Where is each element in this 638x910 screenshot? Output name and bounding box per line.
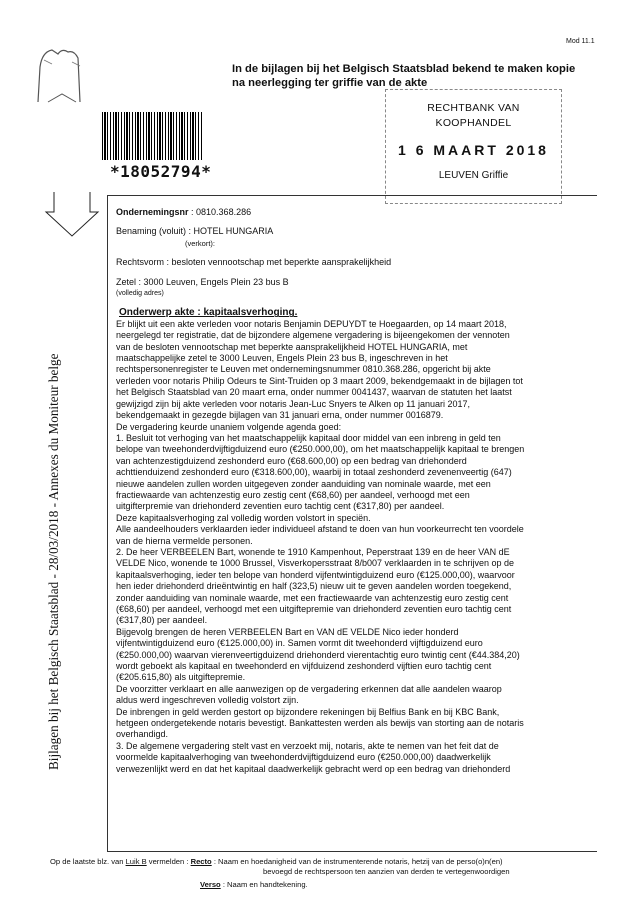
frame-divider xyxy=(107,195,597,196)
deed-text-line: (€317,80) per aandeel. xyxy=(116,615,208,626)
deed-text-line: van achtenzestigduizend zeshonderd euro (€68.600,00) op een bedrag van driehonderd xyxy=(116,455,467,466)
deed-text-line: hetgeen ondergetekende notaris bevestigt. Bankattesten werden als bewijs van storting aan de notaris xyxy=(116,718,524,729)
deed-text-line: bekendgemaakt in gezegde bijlagen van 31 januari erna, onder nummer 0016879. xyxy=(116,410,444,421)
deed-text-line: uitgifterpremie van driehonderd zeventien euro tachtig cent (€317,80) per aandeel. xyxy=(116,501,445,512)
footer-recto-text-2: bevoegd de rechtspersoon ten aanzien van derden te vertegenwoordigen xyxy=(263,867,510,876)
deed-text-line: kapitaalsverhoging, ieder ten belope van honderd vijfentwintigduizend euro (€125.000,00), waarvoor xyxy=(116,569,515,580)
footer-lead-end: vermelden : xyxy=(146,857,189,866)
deed-text-line: De vergadering keurde unaniem volgende agenda goed: xyxy=(116,421,342,432)
deed-text-line: gewijzigd zijn bij akte verleden voor notaris Jean-Luc Snyers te Alken op 11 januari 2017, xyxy=(116,398,471,409)
company-number-label: Ondernemingsnr xyxy=(116,207,189,217)
company-name-label: Benaming xyxy=(116,226,157,237)
deed-text-line: VELDE Nico, wonende te 1000 Brussel, Visverkopersstraat 8/b007 verklaarden in te schrijven op de xyxy=(116,558,515,569)
deed-text-line: Deze kapitaalsverhoging zal volledig worden volstort in speciën. xyxy=(116,512,371,523)
deed-text-line: vijfentwintigduizend euro (€125.000,00) in. Samen vormt dit tweehonderd vijftigduizend euro xyxy=(116,638,483,649)
deed-text-line: (€68,60) per aandeel, verhoogd met een uitgiftepremie van driehonderd zeventien euro tachtig cent xyxy=(116,604,512,614)
footer-lead-link: Luik B xyxy=(125,857,147,866)
court-stamp xyxy=(385,89,562,204)
seat-note: (volledig adres) xyxy=(116,290,164,298)
deed-text-line: fractiewaarde van achtenzestig euro zestig cent (€68,60) per aandeel, verhoogd met een xyxy=(116,489,470,500)
deed-text-line: van de besloten vennootschap met beperkte aansprakelijkheid HOTEL HUNGARIA, met xyxy=(116,341,468,352)
page-title xyxy=(232,62,612,90)
deed-text-line: nieuwe aandelen zullen worden uitgegeven zonder aanduiding van nominale waarde, met een xyxy=(116,478,491,489)
stamp-city: LEUVEN Griffie xyxy=(438,170,509,181)
deed-text-line: (€205.615,80) als uitgiftepremie. xyxy=(116,672,246,683)
deed-text-line: aldus werd ingeschreven volledig volstort zijn. xyxy=(116,695,299,706)
company-name-short: (verkort): xyxy=(185,238,215,248)
deed-text-line: De inbrengen in geld werden gestort op bijzondere rekeningen bij Belfius Bank en bij KBC Bank, xyxy=(116,706,500,717)
footer-verso-row xyxy=(200,880,630,890)
stamp-court-line-1: RECHTBANK VAN xyxy=(427,102,520,114)
company-name xyxy=(116,226,594,237)
deed-text-line: 2. De heer VERBEELEN Bart, wonende te 1910 Kampenhout, Peperstraat 139 en de heer VAN dE xyxy=(116,546,510,557)
down-arrow-icon xyxy=(44,190,104,240)
deed-text-line: maatschappelijke zetel te 3000 Leuven, Engels Plein 23 bus B, ingeschreven in het xyxy=(116,353,448,364)
barcode xyxy=(102,112,202,160)
stamp-court-line-2: KOOPHANDEL xyxy=(435,117,512,129)
deed-text-line: overhandigd. xyxy=(116,729,169,740)
form-code: Mod 11.1 xyxy=(566,38,595,45)
deed-text-line: Er blijkt uit een akte verleden voor notaris Benjamin DEPUYDT te Hoegaarden, op 14 maart 2018, xyxy=(116,318,507,329)
footer-verso-label: Verso xyxy=(200,880,221,889)
frame-divider xyxy=(107,195,108,852)
deed-text-line: zonder aanduiding van nominale waarde, met een fractiewaarde van achtenzestig euro zestig cent xyxy=(116,592,509,603)
belgian-lion-logo-icon xyxy=(28,42,98,112)
footer-recto-text: : Naam en hoedanigheid van de instrumenterende notaris, hetzij van de perso(o)n(en) xyxy=(213,857,503,866)
deed-text-line: van de hierna vermelde personen. xyxy=(116,535,253,546)
stamp-date: 1 6 MAART 2018 xyxy=(398,142,549,158)
company-name-full: (voluit) : HOTEL HUNGARIA xyxy=(159,226,274,237)
footer-verso-text: : Naam en handtekening. xyxy=(222,880,308,889)
document-body xyxy=(116,207,594,775)
deed-text-line: voormelde kapitaalverhoging van tweehonderdvijftigduizend euro (€250.000,00) daadwerkelijk xyxy=(116,752,491,763)
deed-text-line: achttienduizend zeshonderd euro (€318.600,00), waarbij in totaal zeshonderd zevenenveertig (647) xyxy=(116,467,512,478)
title-line-1: In de bijlagen bij het Belgisch Staatsblad bekend te maken kopie xyxy=(232,63,576,75)
footer-recto-label: Recto xyxy=(190,857,212,866)
deed-text xyxy=(116,319,594,775)
deed-text-line: belope van tweehonderdvijftigduizend euro (€250.000,00), om het maatschappelijk kapitaal te brengen xyxy=(116,444,525,455)
frame-divider xyxy=(107,851,597,852)
deed-text-line: rechtspersonenregister te Leuven met ondernemingsnummer 0810.368.286, opgericht bij akte xyxy=(116,364,491,375)
deed-text-line: De voorzitter verklaart en alle aanwezigen op de vergadering erkennen dat alle aandelen waarop xyxy=(116,683,502,694)
deed-text-line: Alle aandeelhouders verklaarden ieder individueel afstand te doen van hun voorkeurrecht ten voordele xyxy=(116,524,524,535)
company-number xyxy=(116,207,594,218)
deed-text-line: 1. Besluit tot verhoging van het maatschappelijk kapitaal door middel van een inbreng in geld ten xyxy=(116,432,501,443)
deed-text-line: (€250.000,00) waarvan vierenveertigduizend driehonderd vierentachtig euro twintig cent (€44.384,20) xyxy=(116,649,520,660)
registered-seat: Zetel : 3000 Leuven, Engels Plein 23 bus B xyxy=(116,276,289,287)
deed-text-line: wordt geboekt als kapitaal en tweehonderd en vijfduizend zeshonderd vijftien euro tachtig cent xyxy=(116,661,492,672)
footer xyxy=(50,857,630,890)
deed-text-line: Bijgevolg brengen de heren VERBEELEN Bart en VAN dE VELDE Nico ieder honderd xyxy=(116,626,459,637)
title-line-2: na neerlegging ter griffie van de akte xyxy=(232,77,428,89)
deed-subject: Onderwerp akte : kapitaalsverhoging. xyxy=(119,307,298,319)
deed-text-line: neergelegd ter registratie, dat de bijzondere algemene vergadering is bijeengekomen der vennoten xyxy=(116,330,510,341)
legal-form: Rechtsvorm : besloten vennootschap met beperkte aansprakelijkheid xyxy=(116,257,392,268)
deed-text-line: verwezenlijkt werd en dat het kapitaal daadwerkelijk gebracht werd op een bedrag van driehonderd xyxy=(116,763,511,774)
deed-text-line: verleden voor notaris Philip Odeurs te Sint-Truiden op 3 maart 2009, bekendgemaakt in de bijlagen tot xyxy=(116,375,523,386)
deed-text-line: het Belgisch Staatsblad van 20 maart erna, onder nummer 0041437, waarvan de statuten het laatst xyxy=(116,387,512,398)
barcode-number: *18052794* xyxy=(110,162,212,181)
deed-text-line: hen ieder driehonderd drieëntwintig en half (323,5) nieuw uit te geven aandelen worden toegekend, xyxy=(116,581,512,592)
side-margin-text: Bijlagen bij het Belgisch Staatsblad - 28/03/2018 - Annexes du Moniteur belge xyxy=(46,353,61,770)
company-number-value: : 0810.368.286 xyxy=(191,207,252,217)
footer-recto-row xyxy=(50,857,630,867)
footer-lead: Op de laatste blz. van xyxy=(50,857,126,866)
deed-text-line: 3. De algemene vergadering stelt vast en verzoekt mij, notaris, akte te nemen van het feit dat de xyxy=(116,740,499,751)
